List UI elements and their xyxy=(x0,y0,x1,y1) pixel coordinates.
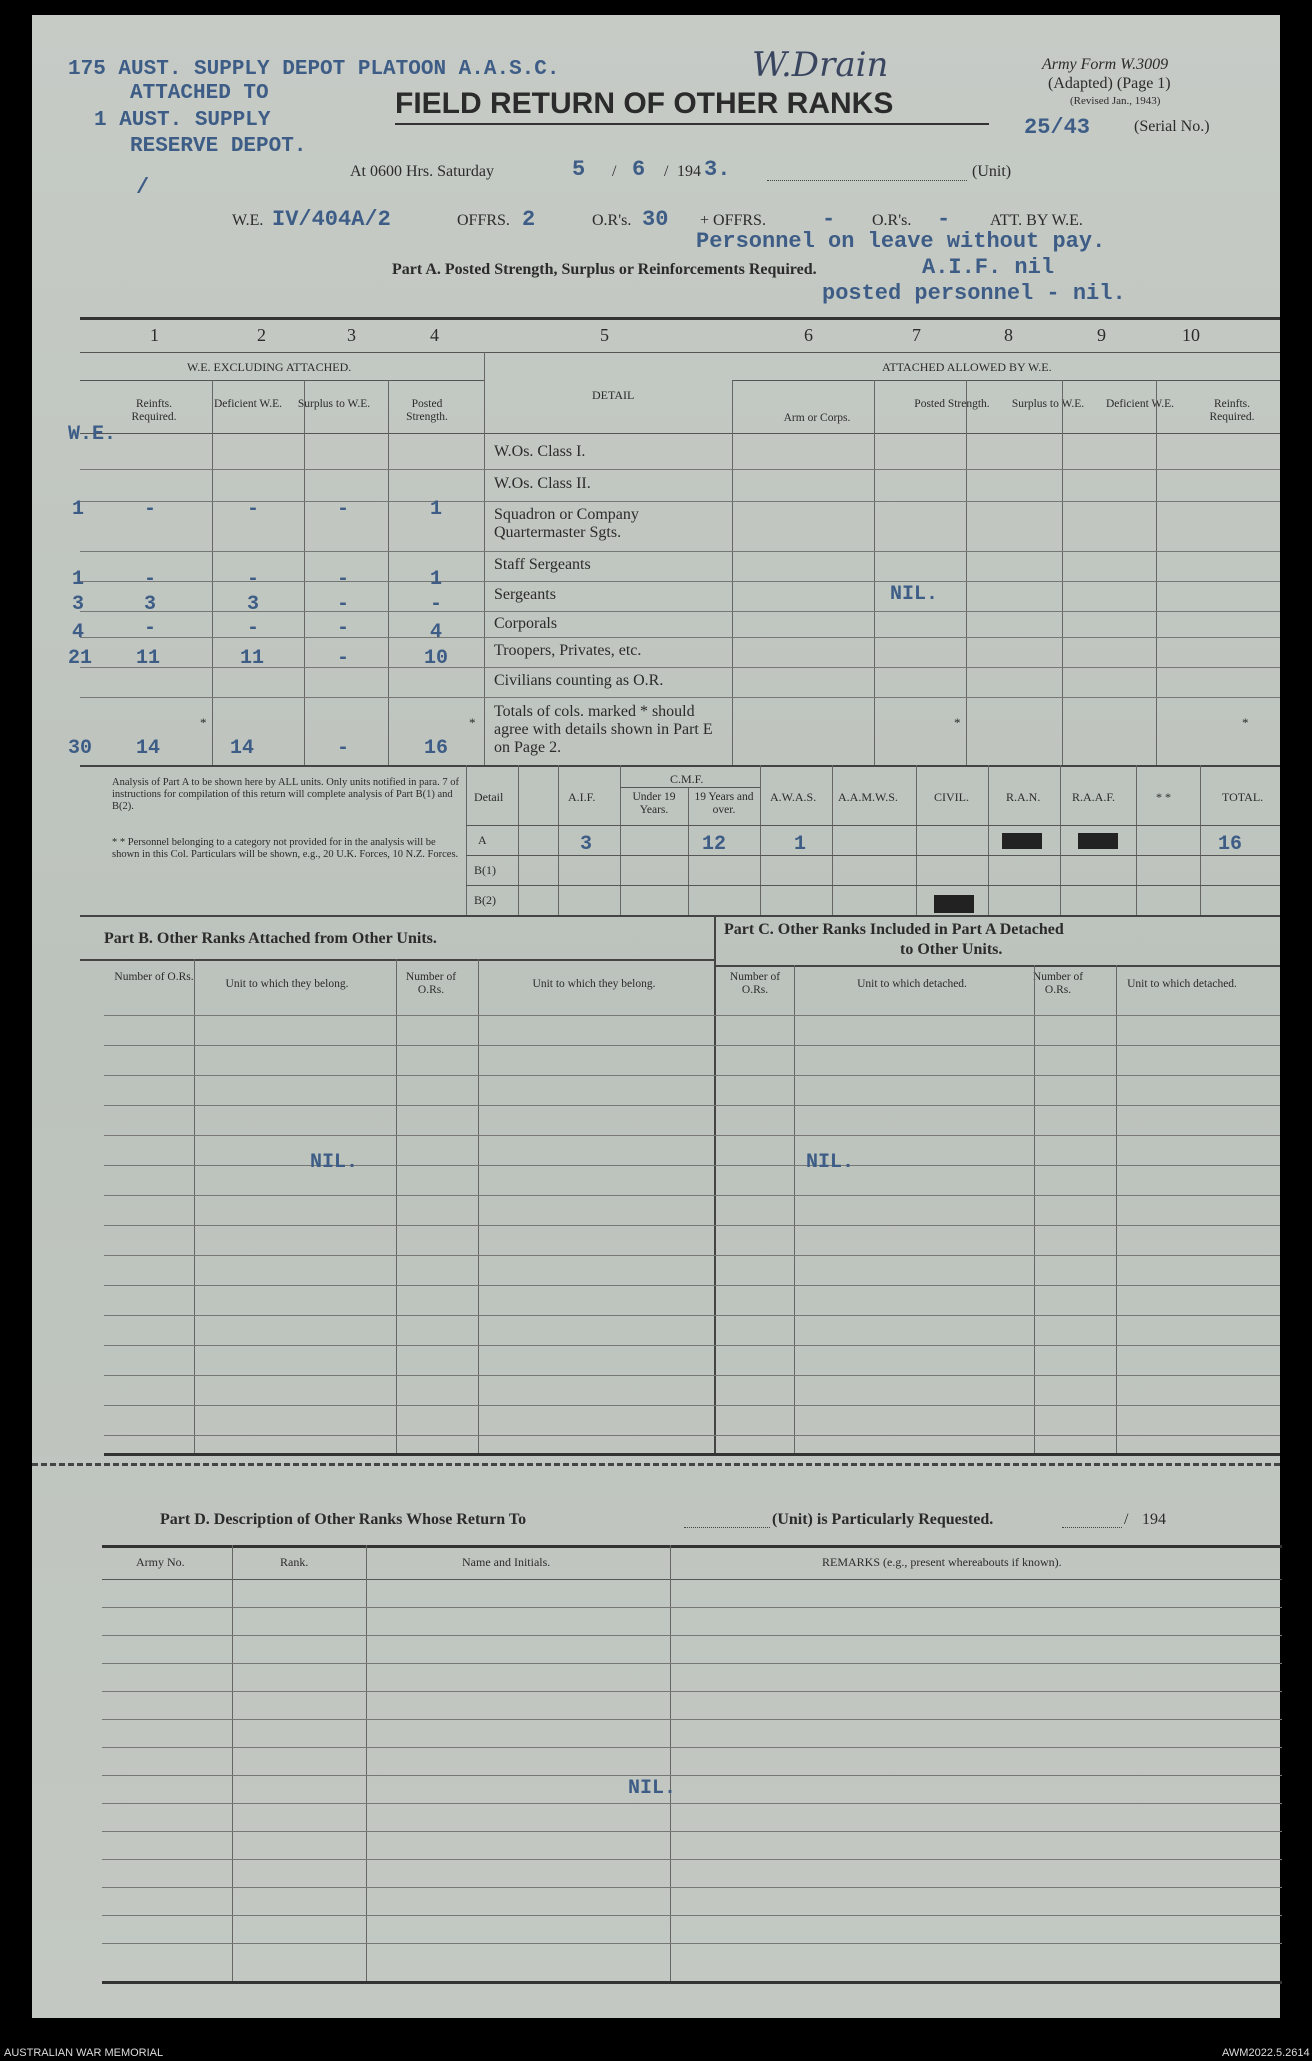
offrs-label: OFFRS. xyxy=(457,212,510,229)
year-typed: 3. xyxy=(704,157,731,182)
posted-cell: 1 xyxy=(430,498,443,521)
footer-accession: AWM2022.5.2614 xyxy=(1222,2047,1310,2059)
totals-label: Totals of cols. marked * should agree with details shown in Part E on Page 2. xyxy=(494,703,713,756)
ors-value: 30 xyxy=(642,207,669,232)
part-b-col-unit: Unit to which they belong. xyxy=(225,978,349,990)
form-adapted: (Adapted) (Page 1) xyxy=(1048,75,1171,92)
date-day: 5 xyxy=(572,157,586,182)
posted-cell: 4 xyxy=(430,621,443,644)
col-header-arm: Arm or Corps. xyxy=(783,412,851,424)
we-value-cell: 21 xyxy=(68,647,93,670)
ors-label: O.R's. xyxy=(592,212,632,229)
part-d-col-name: Name and Initials. xyxy=(462,1555,551,1569)
part-b-col-number: Number of O.Rs. xyxy=(114,971,194,983)
row-label: Corporals xyxy=(494,615,558,632)
ors2-value: - xyxy=(937,207,951,232)
part-c-title-1: Part C. Other Ranks Included in Part A Detached xyxy=(724,921,1064,938)
total-surplus: - xyxy=(337,737,350,760)
reinfts-cell: 3 xyxy=(144,593,157,616)
analysis-stars: * * xyxy=(1156,790,1171,804)
col-number: 10 xyxy=(1182,325,1200,345)
col-number: 7 xyxy=(912,325,921,345)
unit-typed-line-2: ATTACHED TO xyxy=(130,82,269,105)
part-d-year: 194 xyxy=(1142,1511,1166,1528)
part-b-nil: NIL. xyxy=(310,1151,359,1174)
posted-cell: 10 xyxy=(424,647,449,670)
plus-offrs-value: - xyxy=(822,207,836,232)
star-mark: * xyxy=(954,715,961,730)
attached-allowed-header: ATTACHED ALLOWED BY W.E. xyxy=(882,360,1052,374)
col-header-deficient: Deficient W.E. xyxy=(213,398,283,410)
col-header-reinfts-att: Reinfts. Required. xyxy=(1209,398,1255,423)
analysis-under19: Under 19 Years. xyxy=(632,791,676,816)
part-c-col-number: Number of O.Rs. xyxy=(729,971,781,996)
col-number: 8 xyxy=(1004,325,1013,345)
we-label: W.E. xyxy=(232,212,264,229)
part-d-col-rank: Rank. xyxy=(280,1555,309,1569)
part-d-col-army-no: Army No. xyxy=(136,1555,185,1569)
analysis-row-b2: B(2) xyxy=(474,893,496,907)
part-d-col-remarks: REMARKS (e.g., present whereabouts if known). xyxy=(822,1555,1062,1569)
at-label: At 0600 Hrs. Saturday xyxy=(350,163,494,180)
title-underline xyxy=(395,123,989,125)
form-title: FIELD RETURN OF OTHER RANKS xyxy=(395,87,894,120)
part-b-col-number: Number of O.Rs. xyxy=(405,971,457,996)
surplus-cell: - xyxy=(337,647,350,670)
part-d-nil: NIL. xyxy=(628,1777,677,1800)
form-page: 175 AUST. SUPPLY DEPOT PLATOON A.A.S.C. ATTACHED TO 1 AUST. SUPPLY RESERVE DEPOT. / W.Drain FIELD RETURN OF OTHER RANKS Army Form W.3009 (Adapted) (Page 1) (Revised Jan., 1943) 25/43 (Serial No.) At 0600 Hrs. Saturday 5 / 6 / 194 3. (Unit) W.E. IV/404A/2 OFFRS. 2 O.R's. 30 + OFFRS. - O.R's. - ATT. BY W.E. Personnel on leave without pay. A.I.F. nil posted personnel - nil. Part A. Posted Strength, Surplus or Reinforcements Required. 1 2 3 4 5 6 7 8 9 10 W.E. EXCLUDING ATTACHED. ATTACHED ALLOWED BY W.E. DETAIL Reinfts. Required. Deficient W.E. Surplus to W.E. Posted Strength. Arm or Corps. Posted Strength. Surplus to W.E. Deficient W.E. Reinfts. Required. W.E. W.Os. Class I. W.Os. Class II. Squadron or Company Quartermaster Sgts. Staff Sergeants Sergeants Corporals Troopers, Privates, etc. Civilians counting as O.R. Totals of cols. marked * should agree with details shown in Part E on Page 2. 1 - - - 1 1 - - - 1 3 3 3 - - 4 - - - 4 21 11 11 - 10 30 14 14 - 16 * * * * NIL. Analysis of Part A to be shown here by ALL units. Only units notified in para. 7 of instructions for compilation of this return will complete analysis of Part B(1) and B(2). * * Personnel belonging to a category not provided for in the analysis will be shown in this Col. Particulars will be shown, e.g., 20 U.K. Forces, 10 N.Z. Forces. Detail A.I.F. C.M.F. Under 19 Years. 19 Years and over. A.W.A.S. A.A.M.W.S. CIVIL. R.A.N. R.A.A.F. * * TOTAL. A B(1) B(2) 3 12 1 16 Part B. Other Ranks Attached from Other Units. Part C. Other Ranks Included in Part A Detached to Other Units. Number of O.Rs. Unit to which they belong. Number of O.Rs. Unit to which they belong. Number of O.Rs. Unit to which detached. Number of O.Rs. Unit to which detached. NIL. NIL. Part D. Description of Other Ranks Whose Return To (Unit) is Particularly Requested. / 194 Army No. Rank. Name and Initials. REMARKS (e.g., present whereabouts if known). NIL. xyxy=(32,15,1280,2018)
serial-typed: 25/43 xyxy=(1024,115,1091,140)
signature: W.Drain xyxy=(752,45,889,85)
analysis-awas: A.W.A.S. xyxy=(770,790,817,804)
unit-typed-line-1: 175 AUST. SUPPLY DEPOT PLATOON A.A.S.C. xyxy=(68,58,560,81)
row-label: Troopers, Privates, etc. xyxy=(494,642,642,659)
analysis-raaf: R.A.A.F. xyxy=(1072,790,1116,804)
footer-credit: AUSTRALIAN WAR MEMORIAL xyxy=(4,2047,164,2059)
offrs-value: 2 xyxy=(522,207,536,232)
unit-label: (Unit) xyxy=(972,163,1012,180)
surplus-cell: - xyxy=(337,617,350,640)
redaction-block xyxy=(934,895,974,913)
serial-label: (Serial No.) xyxy=(1134,118,1210,135)
total-we: 30 xyxy=(68,737,93,760)
part-c-col-unit: Unit to which detached. xyxy=(857,978,967,990)
deficient-cell: 3 xyxy=(247,593,260,616)
col-header-surplus-att: Surplus to W.E. xyxy=(1011,398,1085,410)
posted-cell: - xyxy=(430,593,443,616)
col-header-reinfts: Reinfts. Required. xyxy=(131,398,177,423)
posted-cell: 1 xyxy=(430,568,443,591)
surplus-cell: - xyxy=(337,593,350,616)
row-label: Squadron or Company Quartermaster Sgts. xyxy=(494,506,639,541)
reinfts-cell: - xyxy=(144,498,157,521)
analysis-detail: Detail xyxy=(474,790,504,804)
col-header-posted: Posted Strength. xyxy=(406,398,448,423)
we-value-cell: 1 xyxy=(72,498,85,521)
analysis-aif: A.I.F. xyxy=(568,790,596,804)
analysis-cmf: C.M.F. xyxy=(670,772,704,786)
analysis-over19: 19 Years and over. xyxy=(694,791,754,816)
ors2-label: O.R's. xyxy=(872,212,912,229)
col-header-deficient-att: Deficient W.E. xyxy=(1105,398,1175,410)
part-c-col-unit: Unit to which detached. xyxy=(1127,978,1237,990)
date-month: 6 xyxy=(632,157,646,182)
part-d-title-2: (Unit) is Particularly Requested. xyxy=(772,1511,994,1528)
part-c-title-2: to Other Units. xyxy=(900,941,1003,958)
form-revised: (Revised Jan., 1943) xyxy=(1070,95,1161,107)
analysis-total: TOTAL. xyxy=(1222,790,1264,804)
att-label: ATT. BY W.E. xyxy=(990,212,1083,229)
typed-note-3: posted personnel - nil. xyxy=(822,281,1126,306)
analysis-a-aif: 3 xyxy=(580,833,593,856)
star-mark: * xyxy=(200,715,207,730)
unit-typed-line-3: 1 AUST. SUPPLY xyxy=(94,109,271,132)
total-deficient: 14 xyxy=(230,737,255,760)
row-label: W.Os. Class I. xyxy=(494,443,586,460)
part-b-title: Part B. Other Ranks Attached from Other Units. xyxy=(104,930,437,947)
analysis-row-a: A xyxy=(478,833,487,847)
deficient-cell: - xyxy=(247,568,260,591)
col-header-posted-att: Posted Strength. xyxy=(914,398,990,410)
redaction-block xyxy=(1002,833,1042,849)
deficient-cell: - xyxy=(247,617,260,640)
total-reinfts: 14 xyxy=(136,737,161,760)
perforation-line xyxy=(32,1463,1280,1466)
col-number: 5 xyxy=(600,325,609,345)
we-value: IV/404A/2 xyxy=(272,207,391,232)
row-label: Sergeants xyxy=(494,586,556,603)
redaction-block xyxy=(1078,833,1118,849)
we-value-cell: 4 xyxy=(72,621,85,644)
star-mark: * xyxy=(469,715,476,730)
surplus-cell: - xyxy=(337,568,350,591)
detail-header: DETAIL xyxy=(592,388,635,402)
deficient-cell: 11 xyxy=(240,647,265,670)
unit-typed-line-4: RESERVE DEPOT. xyxy=(130,135,307,158)
reinfts-cell: 11 xyxy=(136,647,161,670)
form-name: Army Form W.3009 xyxy=(1042,56,1169,73)
row-label: Civilians counting as O.R. xyxy=(494,672,664,689)
total-posted: 16 xyxy=(424,737,449,760)
row-label: Staff Sergeants xyxy=(494,556,591,573)
analysis-note-2: * * Personnel belonging to a category not provided for in the analysis will be shown in this Col. Particulars will be shown, e.g., 20 U.K. Forces, 10 N.Z. Forces. xyxy=(112,837,459,860)
analysis-note-1: Analysis of Part A to be shown here by ALL units. Only units notified in para. 7 of instructions for compilation of this return will complete analysis of Part B(1) and B(2). xyxy=(112,777,459,812)
plus-offrs-label: + OFFRS. xyxy=(700,212,766,229)
analysis-ran: R.A.N. xyxy=(1006,790,1041,804)
typed-note-2: A.I.F. nil xyxy=(922,255,1055,280)
col-number: 3 xyxy=(347,325,356,345)
year-prefix: 194 xyxy=(677,163,701,180)
we-excluding-header: W.E. EXCLUDING ATTACHED. xyxy=(187,360,352,374)
reinfts-cell: - xyxy=(144,568,157,591)
row-label: W.Os. Class II. xyxy=(494,475,591,492)
star-mark: * xyxy=(1242,715,1249,730)
col-number: 9 xyxy=(1097,325,1106,345)
col-number: 1 xyxy=(150,325,159,345)
attached-nil: NIL. xyxy=(890,583,939,606)
analysis-a-total: 16 xyxy=(1218,833,1243,856)
analysis-civil: CIVIL. xyxy=(934,790,969,804)
col-number: 4 xyxy=(430,325,439,345)
analysis-a-awas: 1 xyxy=(794,833,807,856)
analysis-row-b1: B(1) xyxy=(474,863,496,877)
col-number: 6 xyxy=(804,325,813,345)
part-a-title: Part A. Posted Strength, Surplus or Reinforcements Required. xyxy=(392,261,817,278)
col-header-surplus: Surplus to W.E. xyxy=(297,398,371,410)
we-value-cell: 3 xyxy=(72,593,85,616)
part-c-nil: NIL. xyxy=(806,1151,855,1174)
analysis-a-over19: 12 xyxy=(702,833,727,856)
typed-note-1: Personnel on leave without pay. xyxy=(696,229,1106,254)
surplus-cell: - xyxy=(337,498,350,521)
reinfts-cell: - xyxy=(144,617,157,640)
part-c-col-number: Number of O.Rs. xyxy=(1032,971,1084,996)
part-b-col-unit: Unit to which they belong. xyxy=(532,978,656,990)
deficient-cell: - xyxy=(247,498,260,521)
we-marker: W.E. xyxy=(68,423,117,446)
we-value-cell: 1 xyxy=(72,568,85,591)
part-d-title-1: Part D. Description of Other Ranks Whose Return To xyxy=(160,1511,527,1528)
analysis-aamws: A.A.M.W.S. xyxy=(838,790,898,804)
col-number: 2 xyxy=(257,325,266,345)
unit-typed-line-5: / xyxy=(136,175,150,200)
